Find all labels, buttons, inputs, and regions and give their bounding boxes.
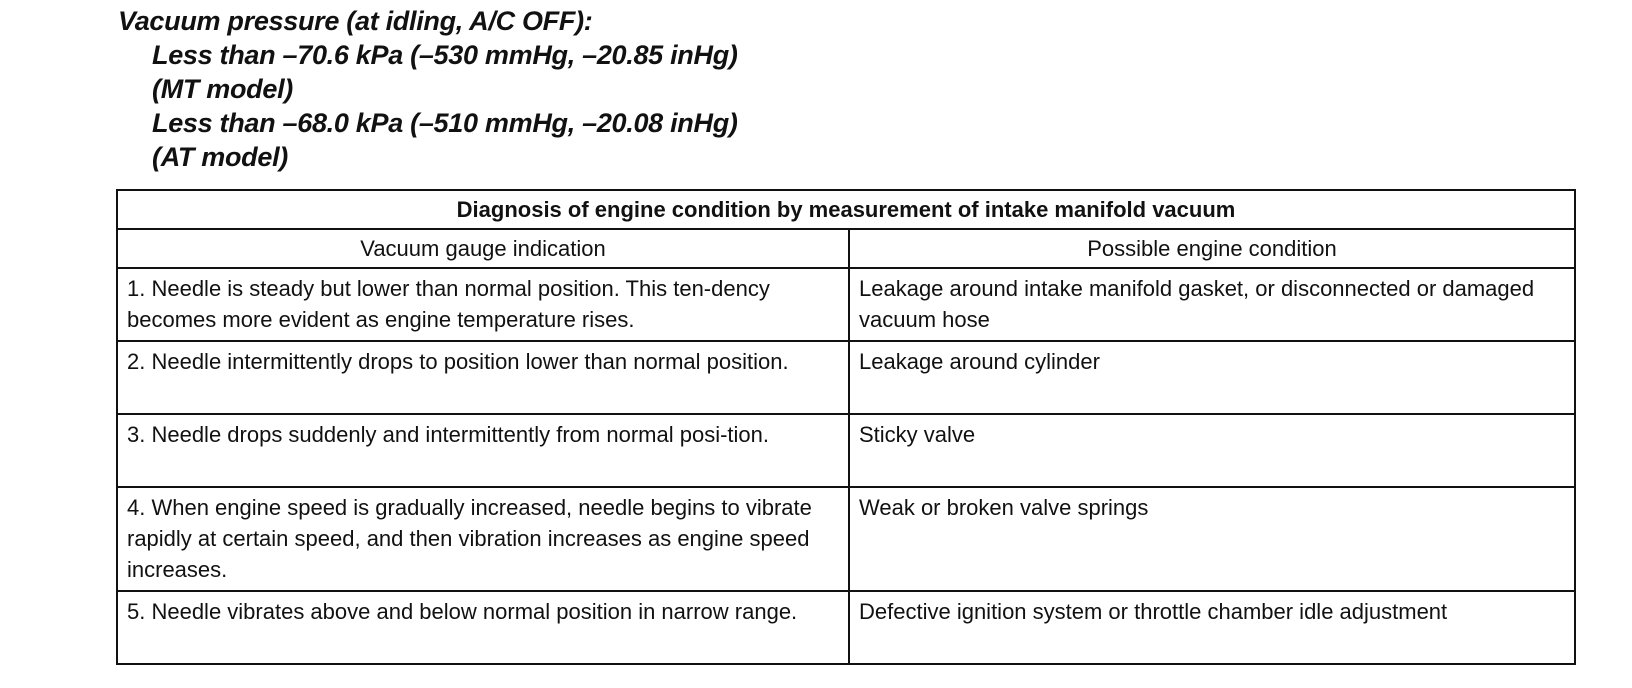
- vacuum-pressure-spec: [118, 4, 738, 174]
- table-title-row: [117, 190, 1575, 229]
- table-row: [117, 591, 1575, 664]
- indication-text: 3. Needle drops suddenly and intermittently from normal posi-tion.: [127, 422, 769, 447]
- spec-line-at-model: (AT model): [152, 142, 288, 172]
- table-row: [117, 487, 1575, 591]
- column-header-indication: Vacuum gauge indication: [117, 229, 849, 268]
- table-title: Diagnosis of engine condition by measurement of intake manifold vacuum: [117, 190, 1575, 229]
- condition-text: Leakage around intake manifold gasket, or disconnected or damaged vacuum hose: [859, 276, 1535, 332]
- spec-heading: Vacuum pressure (at idling, A/C OFF):: [118, 6, 593, 36]
- table-row: [117, 414, 1575, 487]
- indication-cell: [117, 341, 849, 414]
- indication-cell: [117, 591, 849, 664]
- indication-text: 2. Needle intermittently drops to position lower than normal position.: [127, 349, 789, 374]
- condition-text: Weak or broken valve springs: [859, 495, 1149, 520]
- table-row: [117, 268, 1575, 341]
- condition-cell: [849, 487, 1575, 591]
- spec-line-mt-value: Less than –70.6 kPa (–530 mmHg, –20.85 inHg): [152, 40, 738, 70]
- column-header-condition: Possible engine condition: [849, 229, 1575, 268]
- indication-cell: [117, 414, 849, 487]
- indication-text: 4. When engine speed is gradually increased, needle begins to vibrate rapidly at certain speed, and then vibration increases as engine speed increases.: [127, 495, 812, 582]
- condition-cell: [849, 268, 1575, 341]
- condition-text: Defective ignition system or throttle chamber idle adjustment: [859, 599, 1448, 624]
- condition-cell: [849, 341, 1575, 414]
- spec-values: [118, 38, 738, 174]
- indication-text: 5. Needle vibrates above and below normal position in narrow range.: [127, 599, 798, 624]
- indication-cell: [117, 487, 849, 591]
- table-header-row: [117, 229, 1575, 268]
- condition-cell: [849, 591, 1575, 664]
- diagnosis-table: [116, 189, 1576, 665]
- spec-line-mt-model: (MT model): [152, 74, 293, 104]
- table-row: [117, 341, 1575, 414]
- condition-text: Leakage around cylinder: [859, 349, 1100, 374]
- indication-cell: [117, 268, 849, 341]
- condition-text: Sticky valve: [859, 422, 976, 447]
- spec-line-at-value: Less than –68.0 kPa (–510 mmHg, –20.08 inHg): [152, 108, 738, 138]
- condition-cell: [849, 414, 1575, 487]
- indication-text: 1. Needle is steady but lower than normal position. This ten-dency becomes more evident as engine temperature rises.: [127, 276, 770, 332]
